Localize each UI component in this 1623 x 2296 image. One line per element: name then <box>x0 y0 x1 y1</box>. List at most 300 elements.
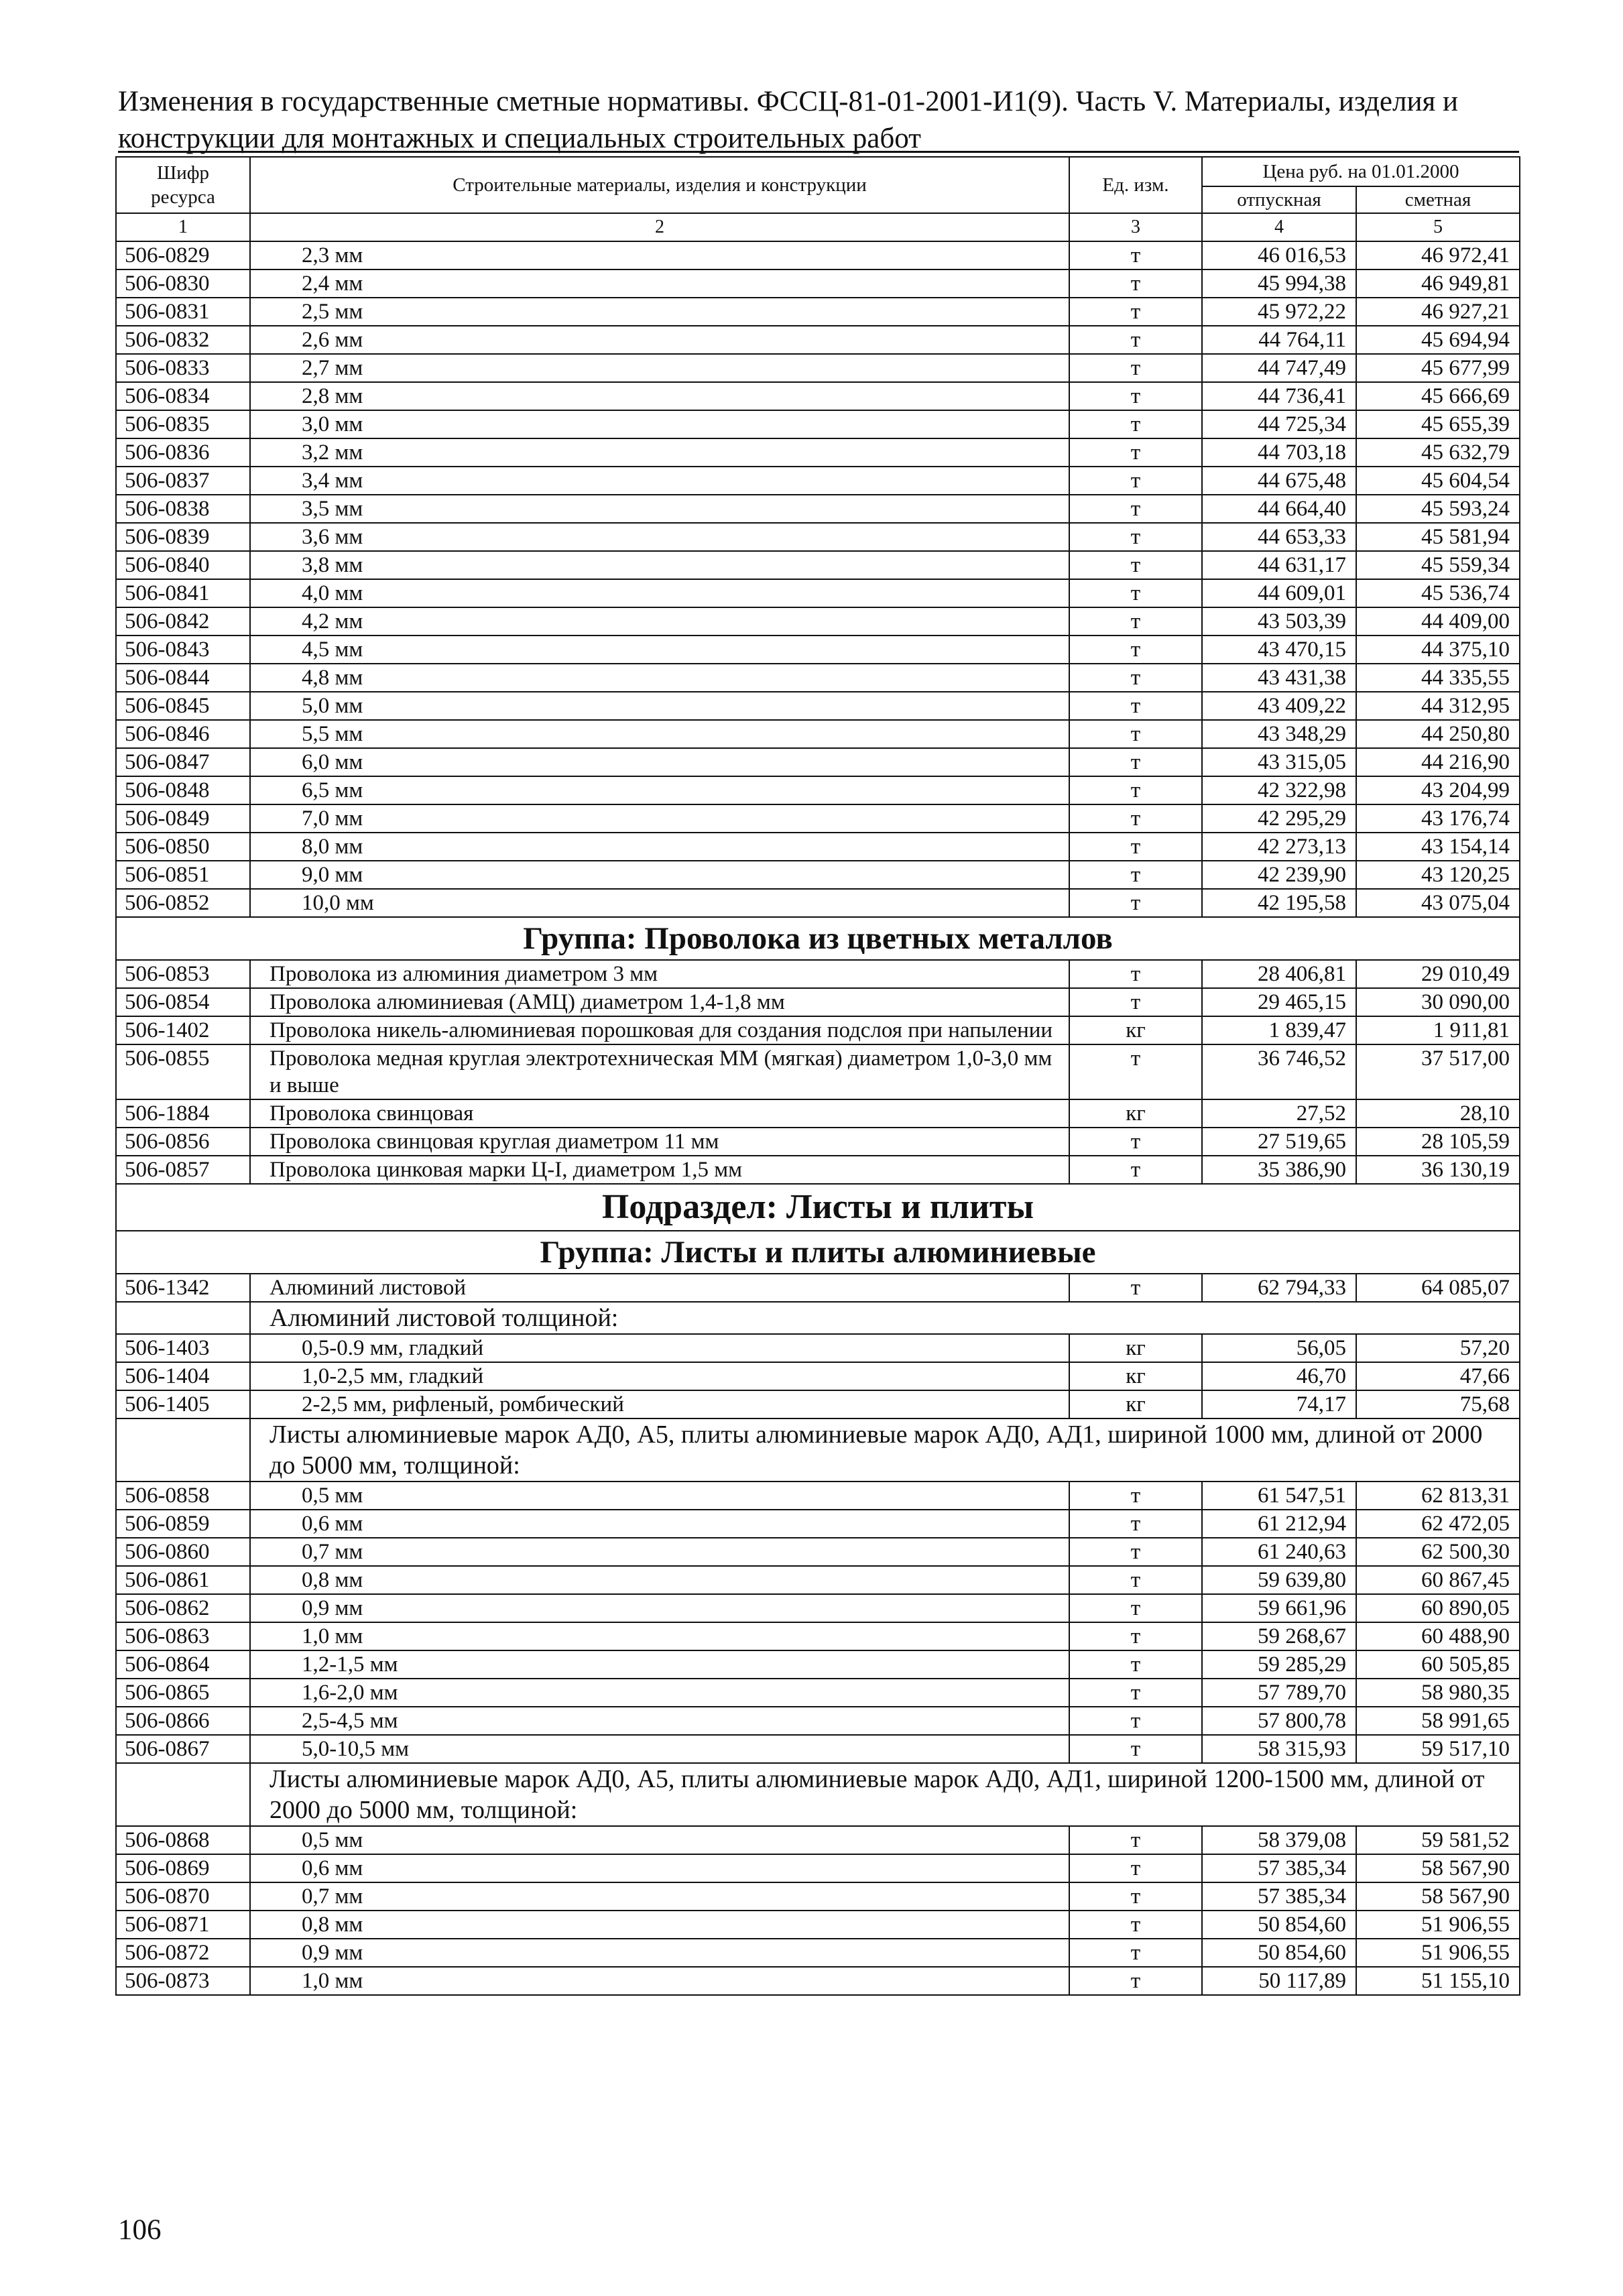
material-name-cell: Проволока никель-алюминиевая порошковая для создания подслоя при напылении <box>250 1016 1069 1044</box>
table-row <box>116 579 1520 607</box>
unit-cell: т <box>1069 438 1202 467</box>
release-price-cell: 44 764,11 <box>1202 326 1356 354</box>
material-name-cell: 0,9 мм <box>250 1594 1069 1622</box>
material-name-cell: 0,5 мм <box>250 1826 1069 1854</box>
table-row <box>116 298 1520 326</box>
estimate-price-cell: 60 488,90 <box>1356 1622 1520 1650</box>
material-name-cell: 5,0 мм <box>250 692 1069 720</box>
material-name-cell: 1,2-1,5 мм <box>250 1650 1069 1679</box>
unit-cell: т <box>1069 523 1202 551</box>
resource-code-cell: 506-0851 <box>116 861 250 889</box>
resource-code-cell: 506-0848 <box>116 776 250 804</box>
table-row <box>116 720 1520 748</box>
unit-cell: т <box>1069 1911 1202 1939</box>
unit-cell: т <box>1069 1622 1202 1650</box>
unit-cell: т <box>1069 1650 1202 1679</box>
estimate-price-cell: 60 505,85 <box>1356 1650 1520 1679</box>
resource-code-cell: 506-0859 <box>116 1510 250 1538</box>
estimate-price-cell: 58 567,90 <box>1356 1882 1520 1911</box>
table-row <box>116 1622 1520 1650</box>
unit-cell: т <box>1069 1566 1202 1594</box>
resource-code-cell: 506-0873 <box>116 1967 250 1995</box>
resource-code-cell: 506-0850 <box>116 833 250 861</box>
estimate-price-cell: 62 813,31 <box>1356 1482 1520 1510</box>
column-number: 2 <box>250 213 1069 241</box>
table-row <box>116 1044 1520 1099</box>
resource-code-cell: 506-0836 <box>116 438 250 467</box>
unit-cell: т <box>1069 1274 1202 1302</box>
unit-cell: т <box>1069 1707 1202 1735</box>
resource-code-cell: 506-0830 <box>116 269 250 298</box>
material-name-cell: 7,0 мм <box>250 804 1069 833</box>
resource-code-cell: 506-0872 <box>116 1939 250 1967</box>
column-number: 4 <box>1202 213 1356 241</box>
unit-cell: т <box>1069 748 1202 776</box>
resource-code-cell: 506-0833 <box>116 354 250 382</box>
unit-cell: т <box>1069 467 1202 495</box>
header-line-2: конструкции для монтажных и специальных строительных работ <box>118 123 921 154</box>
table-row <box>116 1826 1520 1854</box>
unit-cell: т <box>1069 298 1202 326</box>
resource-code-cell: 506-0841 <box>116 579 250 607</box>
table-row <box>116 1594 1520 1622</box>
resource-code-cell: 506-0844 <box>116 664 250 692</box>
resource-code-cell: 506-0856 <box>116 1128 250 1156</box>
estimate-price-cell: 75,68 <box>1356 1390 1520 1418</box>
table-row <box>116 1854 1520 1882</box>
group-heading-row <box>116 917 1520 960</box>
estimate-price-cell: 44 216,90 <box>1356 748 1520 776</box>
table-row <box>116 1911 1520 1939</box>
release-price-cell: 27 519,65 <box>1202 1128 1356 1156</box>
material-name-cell: Проволока свинцовая <box>250 1099 1069 1128</box>
material-name-cell: 3,0 мм <box>250 410 1069 438</box>
resource-code-cell: 506-0869 <box>116 1854 250 1882</box>
table-row <box>116 551 1520 579</box>
unit-cell: т <box>1069 988 1202 1016</box>
column-header-name: Строительные материалы, изделия и конструкции <box>250 157 1069 213</box>
release-price-cell: 43 470,15 <box>1202 636 1356 664</box>
table-row <box>116 467 1520 495</box>
release-price-cell: 57 385,34 <box>1202 1882 1356 1911</box>
table-row <box>116 382 1520 410</box>
material-name-cell: 0,9 мм <box>250 1939 1069 1967</box>
estimate-price-cell: 43 075,04 <box>1356 889 1520 917</box>
estimate-price-cell: 64 085,07 <box>1356 1274 1520 1302</box>
unit-cell: т <box>1069 1939 1202 1967</box>
material-name-cell: 1,0 мм <box>250 1967 1069 1995</box>
release-price-cell: 62 794,33 <box>1202 1274 1356 1302</box>
material-name-cell: 9,0 мм <box>250 861 1069 889</box>
material-name-cell: Проволока свинцовая круглая диаметром 11 мм <box>250 1128 1069 1156</box>
column-header-code: Шифр ресурса <box>116 157 250 213</box>
table-row <box>116 523 1520 551</box>
table-row <box>116 1538 1520 1566</box>
table-row <box>116 1967 1520 1995</box>
estimate-price-cell: 43 176,74 <box>1356 804 1520 833</box>
estimate-price-cell: 43 204,99 <box>1356 776 1520 804</box>
estimate-price-cell: 47,66 <box>1356 1362 1520 1390</box>
estimate-price-cell: 30 090,00 <box>1356 988 1520 1016</box>
description-text: Алюминий листовой толщиной: <box>250 1302 1520 1334</box>
resource-code-cell: 506-0861 <box>116 1566 250 1594</box>
unit-cell: т <box>1069 1735 1202 1763</box>
estimate-price-cell: 29 010,49 <box>1356 960 1520 988</box>
resource-code-cell: 506-0832 <box>116 326 250 354</box>
estimate-price-cell: 45 593,24 <box>1356 495 1520 523</box>
unit-cell: кг <box>1069 1390 1202 1418</box>
unit-cell: кг <box>1069 1362 1202 1390</box>
estimate-price-cell: 46 949,81 <box>1356 269 1520 298</box>
material-name-cell: 3,5 мм <box>250 495 1069 523</box>
estimate-price-cell: 45 581,94 <box>1356 523 1520 551</box>
material-name-cell: 10,0 мм <box>250 889 1069 917</box>
group-heading: Группа: Листы и плиты алюминиевые <box>116 1231 1520 1274</box>
unit-cell: т <box>1069 241 1202 269</box>
unit-cell: т <box>1069 776 1202 804</box>
resource-code-cell: 506-0847 <box>116 748 250 776</box>
estimate-price-cell: 44 375,10 <box>1356 636 1520 664</box>
release-price-cell: 44 747,49 <box>1202 354 1356 382</box>
unit-cell: т <box>1069 1594 1202 1622</box>
unit-cell: т <box>1069 326 1202 354</box>
resource-code-cell: 506-1884 <box>116 1099 250 1128</box>
material-name-cell: 5,5 мм <box>250 720 1069 748</box>
unit-cell: т <box>1069 960 1202 988</box>
resource-code-cell: 506-0860 <box>116 1538 250 1566</box>
unit-cell: т <box>1069 1044 1202 1099</box>
estimate-price-cell: 45 677,99 <box>1356 354 1520 382</box>
table-row <box>116 988 1520 1016</box>
unit-cell: т <box>1069 1156 1202 1184</box>
column-number: 1 <box>116 213 250 241</box>
material-name-cell: 0,7 мм <box>250 1538 1069 1566</box>
release-price-cell: 36 746,52 <box>1202 1044 1356 1099</box>
table-row <box>116 1362 1520 1390</box>
release-price-cell: 45 972,22 <box>1202 298 1356 326</box>
release-price-cell: 57 789,70 <box>1202 1679 1356 1707</box>
estimate-price-cell: 58 567,90 <box>1356 1854 1520 1882</box>
table-body <box>116 241 1520 1995</box>
release-price-cell: 43 409,22 <box>1202 692 1356 720</box>
table-row <box>116 1274 1520 1302</box>
material-name-cell: 3,4 мм <box>250 467 1069 495</box>
empty-code-cell <box>116 1302 250 1334</box>
release-price-cell: 44 725,34 <box>1202 410 1356 438</box>
resource-code-cell: 506-0854 <box>116 988 250 1016</box>
unit-cell: т <box>1069 664 1202 692</box>
estimate-price-cell: 60 890,05 <box>1356 1594 1520 1622</box>
material-name-cell: 4,0 мм <box>250 579 1069 607</box>
material-name-cell: 1,6-2,0 мм <box>250 1679 1069 1707</box>
release-price-cell: 57 385,34 <box>1202 1854 1356 1882</box>
table-row <box>116 1650 1520 1679</box>
table-row <box>116 748 1520 776</box>
estimate-price-cell: 51 155,10 <box>1356 1967 1520 1995</box>
material-name-cell: Алюминий листовой <box>250 1274 1069 1302</box>
release-price-cell: 61 547,51 <box>1202 1482 1356 1510</box>
material-name-cell: 0,8 мм <box>250 1911 1069 1939</box>
estimate-price-cell: 45 632,79 <box>1356 438 1520 467</box>
resource-code-cell: 506-0862 <box>116 1594 250 1622</box>
table-row <box>116 692 1520 720</box>
material-name-cell: 4,2 мм <box>250 607 1069 636</box>
table-row <box>116 804 1520 833</box>
resource-code-cell: 506-0852 <box>116 889 250 917</box>
resource-code-cell: 506-0855 <box>116 1044 250 1099</box>
estimate-price-cell: 59 581,52 <box>1356 1826 1520 1854</box>
estimate-price-cell: 1 911,81 <box>1356 1016 1520 1044</box>
description-text: Листы алюминиевые марок АД0, А5, плиты алюминиевые марок АД0, АД1, шириной 1200-1500 мм, длиной от 2000 до 5000 мм, толщиной: <box>250 1763 1520 1826</box>
estimate-price-cell: 46 927,21 <box>1356 298 1520 326</box>
unit-cell: т <box>1069 1510 1202 1538</box>
resource-code-cell: 506-0864 <box>116 1650 250 1679</box>
unit-cell: т <box>1069 1128 1202 1156</box>
resource-code-cell: 506-0871 <box>116 1911 250 1939</box>
material-name-cell: 0,6 мм <box>250 1854 1069 1882</box>
release-price-cell: 43 315,05 <box>1202 748 1356 776</box>
material-name-cell: 0,7 мм <box>250 1882 1069 1911</box>
group-heading-row <box>116 1231 1520 1274</box>
table-row <box>116 1679 1520 1707</box>
release-price-cell: 42 195,58 <box>1202 889 1356 917</box>
table-row <box>116 1482 1520 1510</box>
unit-cell: т <box>1069 720 1202 748</box>
table-row <box>116 1016 1520 1044</box>
unit-cell: кг <box>1069 1016 1202 1044</box>
release-price-cell: 42 239,90 <box>1202 861 1356 889</box>
description-row <box>116 1302 1520 1334</box>
material-name-cell: 2-2,5 мм, рифленый, ромбический <box>250 1390 1069 1418</box>
material-name-cell: 0,6 мм <box>250 1510 1069 1538</box>
estimate-price-cell: 43 154,14 <box>1356 833 1520 861</box>
table-row <box>116 1707 1520 1735</box>
column-header-price-group: Цена руб. на 01.01.2000 <box>1202 157 1520 186</box>
material-name-cell: 2,4 мм <box>250 269 1069 298</box>
estimate-price-cell: 36 130,19 <box>1356 1156 1520 1184</box>
release-price-cell: 29 465,15 <box>1202 988 1356 1016</box>
estimate-price-cell: 45 604,54 <box>1356 467 1520 495</box>
unit-cell: т <box>1069 269 1202 298</box>
release-price-cell: 59 661,96 <box>1202 1594 1356 1622</box>
release-price-cell: 43 348,29 <box>1202 720 1356 748</box>
estimate-price-cell: 59 517,10 <box>1356 1735 1520 1763</box>
resource-code-cell: 506-0853 <box>116 960 250 988</box>
release-price-cell: 56,05 <box>1202 1334 1356 1362</box>
empty-code-cell <box>116 1763 250 1826</box>
release-price-cell: 43 503,39 <box>1202 607 1356 636</box>
unit-cell: т <box>1069 1482 1202 1510</box>
unit-cell: кг <box>1069 1334 1202 1362</box>
table-row <box>116 960 1520 988</box>
resource-code-cell: 506-0842 <box>116 607 250 636</box>
resource-code-cell: 506-0868 <box>116 1826 250 1854</box>
table-row <box>116 664 1520 692</box>
material-name-cell: 2,8 мм <box>250 382 1069 410</box>
resource-code-cell: 506-0863 <box>116 1622 250 1650</box>
resource-code-cell: 506-0829 <box>116 241 250 269</box>
release-price-cell: 50 117,89 <box>1202 1967 1356 1995</box>
column-number: 3 <box>1069 213 1202 241</box>
material-name-cell: 5,0-10,5 мм <box>250 1735 1069 1763</box>
table-row <box>116 354 1520 382</box>
table-row <box>116 1099 1520 1128</box>
estimate-price-cell: 44 409,00 <box>1356 607 1520 636</box>
resource-code-cell: 506-0858 <box>116 1482 250 1510</box>
resource-code-cell: 506-0845 <box>116 692 250 720</box>
column-header-unit: Ед. изм. <box>1069 157 1202 213</box>
table-row <box>116 326 1520 354</box>
table-row <box>116 1566 1520 1594</box>
release-price-cell: 46,70 <box>1202 1362 1356 1390</box>
unit-cell: т <box>1069 1826 1202 1854</box>
release-price-cell: 45 994,38 <box>1202 269 1356 298</box>
release-price-cell: 44 675,48 <box>1202 467 1356 495</box>
release-price-cell: 61 212,94 <box>1202 1510 1356 1538</box>
resource-code-cell: 506-0839 <box>116 523 250 551</box>
release-price-cell: 57 800,78 <box>1202 1707 1356 1735</box>
resource-code-cell: 506-1405 <box>116 1390 250 1418</box>
unit-cell: т <box>1069 495 1202 523</box>
material-name-cell: 4,5 мм <box>250 636 1069 664</box>
table-row <box>116 1939 1520 1967</box>
unit-cell: т <box>1069 636 1202 664</box>
unit-cell: кг <box>1069 1099 1202 1128</box>
resource-code-cell: 506-0831 <box>116 298 250 326</box>
material-name-cell: 2,5-4,5 мм <box>250 1707 1069 1735</box>
group-heading: Группа: Проволока из цветных металлов <box>116 917 1520 960</box>
estimate-price-cell: 44 335,55 <box>1356 664 1520 692</box>
release-price-cell: 35 386,90 <box>1202 1156 1356 1184</box>
material-name-cell: 0,8 мм <box>250 1566 1069 1594</box>
estimate-price-cell: 57,20 <box>1356 1334 1520 1362</box>
unit-cell: т <box>1069 1882 1202 1911</box>
empty-code-cell <box>116 1418 250 1482</box>
resource-code-cell: 506-1404 <box>116 1362 250 1390</box>
resource-code-cell: 506-0866 <box>116 1707 250 1735</box>
material-name-cell: 6,5 мм <box>250 776 1069 804</box>
estimate-price-cell: 45 536,74 <box>1356 579 1520 607</box>
estimate-price-cell: 46 972,41 <box>1356 241 1520 269</box>
subsection-heading-row <box>116 1184 1520 1231</box>
unit-cell: т <box>1069 1679 1202 1707</box>
material-name-cell: Проволока медная круглая электротехническая ММ (мягкая) диаметром 1,0-3,0 мм и выше <box>250 1044 1069 1099</box>
material-name-cell: 3,2 мм <box>250 438 1069 467</box>
resource-code-cell: 506-0857 <box>116 1156 250 1184</box>
table-row <box>116 241 1520 269</box>
estimate-price-cell: 45 666,69 <box>1356 382 1520 410</box>
release-price-cell: 61 240,63 <box>1202 1538 1356 1566</box>
material-name-cell: 3,6 мм <box>250 523 1069 551</box>
resource-code-cell: 506-0837 <box>116 467 250 495</box>
material-name-cell: Проволока цинковая марки Ц-I, диаметром 1,5 мм <box>250 1156 1069 1184</box>
estimate-price-cell: 58 991,65 <box>1356 1707 1520 1735</box>
material-name-cell: 2,7 мм <box>250 354 1069 382</box>
release-price-cell: 1 839,47 <box>1202 1016 1356 1044</box>
release-price-cell: 43 431,38 <box>1202 664 1356 692</box>
release-price-cell: 44 631,17 <box>1202 551 1356 579</box>
release-price-cell: 59 268,67 <box>1202 1622 1356 1650</box>
table-row <box>116 410 1520 438</box>
material-name-cell: 0,5 мм <box>250 1482 1069 1510</box>
material-name-cell: Проволока из алюминия диаметром 3 мм <box>250 960 1069 988</box>
material-name-cell: 0,5-0.9 мм, гладкий <box>250 1334 1069 1362</box>
material-name-cell: 1,0-2,5 мм, гладкий <box>250 1362 1069 1390</box>
unit-cell: т <box>1069 579 1202 607</box>
release-price-cell: 42 273,13 <box>1202 833 1356 861</box>
estimate-price-cell: 62 500,30 <box>1356 1538 1520 1566</box>
release-price-cell: 58 379,08 <box>1202 1826 1356 1854</box>
resource-code-cell: 506-0843 <box>116 636 250 664</box>
resource-code-cell: 506-0865 <box>116 1679 250 1707</box>
estimate-price-cell: 51 906,55 <box>1356 1911 1520 1939</box>
resource-code-cell: 506-0840 <box>116 551 250 579</box>
resource-code-cell: 506-1402 <box>116 1016 250 1044</box>
unit-cell: т <box>1069 410 1202 438</box>
table-row <box>116 1390 1520 1418</box>
material-name-cell: 6,0 мм <box>250 748 1069 776</box>
release-price-cell: 74,17 <box>1202 1390 1356 1418</box>
table-row <box>116 889 1520 917</box>
release-price-cell: 50 854,60 <box>1202 1939 1356 1967</box>
estimate-price-cell: 51 906,55 <box>1356 1939 1520 1967</box>
table-row <box>116 438 1520 467</box>
release-price-cell: 27,52 <box>1202 1099 1356 1128</box>
resource-code-cell: 506-1342 <box>116 1274 250 1302</box>
release-price-cell: 44 609,01 <box>1202 579 1356 607</box>
material-name-cell: 3,8 мм <box>250 551 1069 579</box>
estimate-price-cell: 45 694,94 <box>1356 326 1520 354</box>
table-row <box>116 607 1520 636</box>
resource-code-cell: 506-0867 <box>116 1735 250 1763</box>
unit-cell: т <box>1069 551 1202 579</box>
resource-code-cell: 506-0835 <box>116 410 250 438</box>
table-header <box>116 157 1520 241</box>
table-row <box>116 1510 1520 1538</box>
column-header-estimate-price: сметная <box>1356 186 1520 213</box>
material-name-cell: Проволока алюминиевая (АМЦ) диаметром 1,4-1,8 мм <box>250 988 1069 1016</box>
release-price-cell: 42 322,98 <box>1202 776 1356 804</box>
description-row <box>116 1418 1520 1482</box>
price-table <box>115 156 1520 1996</box>
table-row <box>116 776 1520 804</box>
estimate-price-cell: 45 655,39 <box>1356 410 1520 438</box>
table-row <box>116 495 1520 523</box>
resource-code-cell: 506-1403 <box>116 1334 250 1362</box>
page-number: 106 <box>118 2214 162 2246</box>
description-text: Листы алюминиевые марок АД0, А5, плиты алюминиевые марок АД0, АД1, шириной 1000 мм, длиной от 2000 до 5000 мм, толщиной: <box>250 1418 1520 1482</box>
estimate-price-cell: 43 120,25 <box>1356 861 1520 889</box>
release-price-cell: 44 703,18 <box>1202 438 1356 467</box>
unit-cell: т <box>1069 354 1202 382</box>
table-row <box>116 269 1520 298</box>
table-row <box>116 861 1520 889</box>
resource-code-cell: 506-0849 <box>116 804 250 833</box>
estimate-price-cell: 28,10 <box>1356 1099 1520 1128</box>
header-divider <box>118 151 1519 153</box>
estimate-price-cell: 28 105,59 <box>1356 1128 1520 1156</box>
unit-cell: т <box>1069 607 1202 636</box>
unit-cell: т <box>1069 889 1202 917</box>
estimate-price-cell: 44 250,80 <box>1356 720 1520 748</box>
release-price-cell: 46 016,53 <box>1202 241 1356 269</box>
resource-code-cell: 506-0846 <box>116 720 250 748</box>
release-price-cell: 58 315,93 <box>1202 1735 1356 1763</box>
table-row <box>116 833 1520 861</box>
resource-code-cell: 506-0838 <box>116 495 250 523</box>
unit-cell: т <box>1069 1538 1202 1566</box>
unit-cell: т <box>1069 833 1202 861</box>
